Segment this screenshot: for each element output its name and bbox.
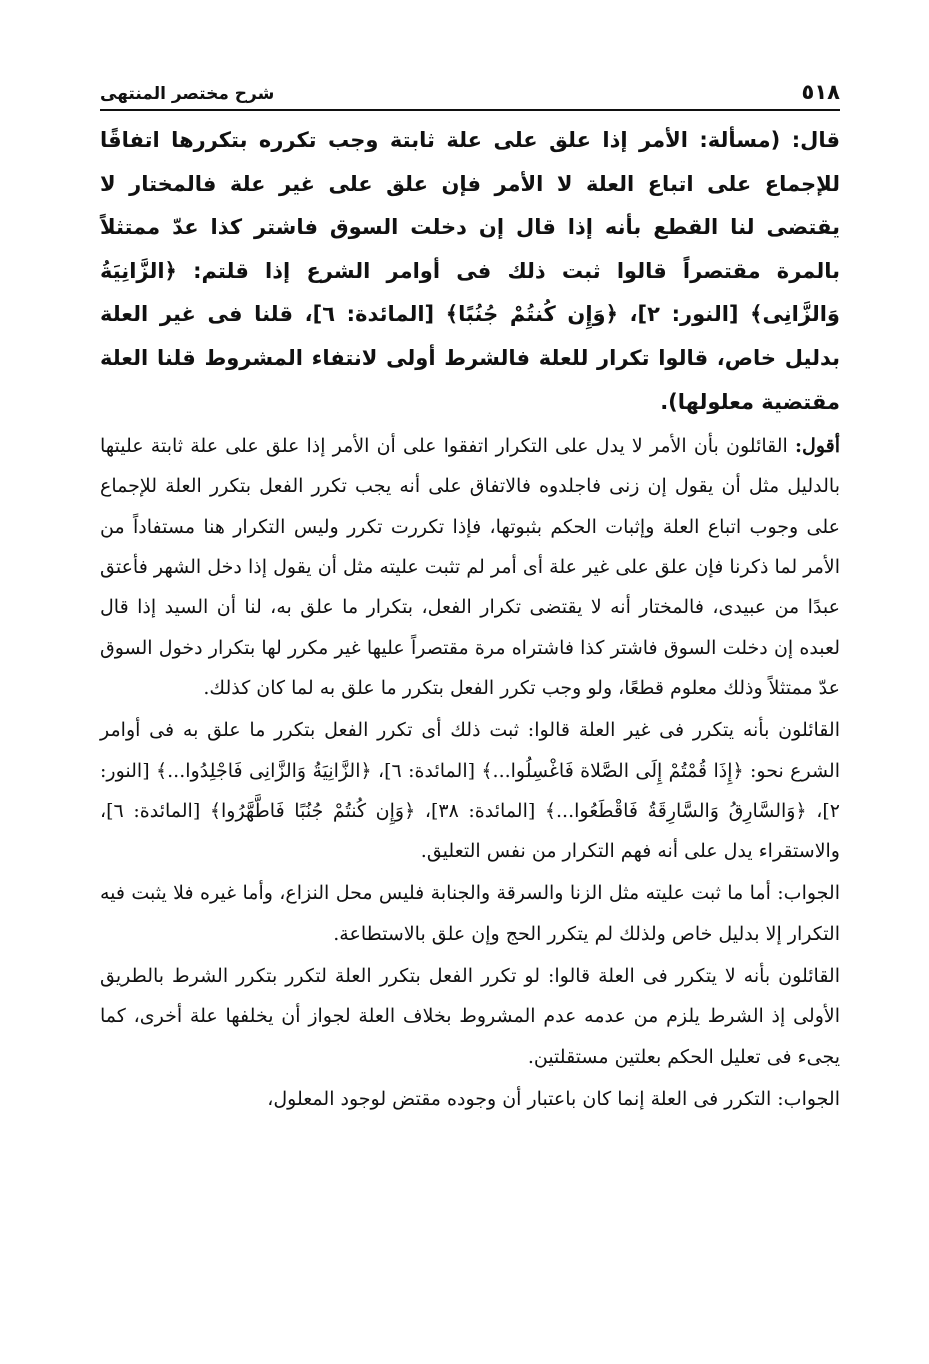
page-body <box>100 119 840 1119</box>
page-number: ٥١٨ <box>801 80 840 104</box>
paragraph-text: الجواب: أما ما ثبت عليته مثل الزنا والسرقة والجنابة فليس محل النزاع، وأما غيره فلا يثبت فيه التكرار إلا بدليل خاص ولذلك لم يتكرر الحج وإن علق بالاستطاعة. <box>100 882 840 945</box>
paragraph-text: القائلون بأنه لا يتكرر فى العلة قالوا: لو تكرر الفعل بتكرر العلة لتكرر بتكرر الشرط بالطريق الأولى إذ الشرط يلزم من عدمه عدم المشروط بخلاف العلة لجواز أن يخلفها علة أخرى، كما يجىء فى تعليل الحكم بعلتين مستقلتين. <box>100 965 840 1068</box>
running-head <box>100 70 840 104</box>
running-title: شرح مختصر المنتهى <box>100 84 275 104</box>
paragraph-text: قال: (مسألة: الأمر إذا علق على علة ثابتة وجب تكرره بتكررها اتفاقًا للإجماع على اتباع العلة لا الأمر فإن علق على غير علة فالمختار لا يقتضى لنا القطع بأنه إذا قال إن دخلت السوق فاشتر كذا عدّ ممتثلاً بالمرة مقتصراً قالوا ثبت ذلك فى أوامر الشرع إذا قلتم: ﴿الزَّانِيَةُ وَالزَّانِى﴾ [النور: ٢]، ﴿وَإِن كُنتُمْ جُنُبًا﴾ [المائدة: ٦]، قلنا فى غير العلة بدليل خاص، قالوا تكرار للعلة فالشرط أولى لانتفاء المشروط قلنا العلة مقتضية معلولها). <box>100 128 840 414</box>
paragraph-text: القائلون بأن الأمر لا يدل على التكرار اتفقوا على أن الأمر إذا علق على علة ثابتة عليتها بالدليل مثل أن يقول إن زنى فاجلدوه فالاتفاق على أنه يجب تكرر الفعل بتكرر العلة للإجماع على وجوب اتباع العلة وإثبات الحكم بثبوتها، فإذا تكررت تكرر وليس التكرار هنا مستفاداً من الأمر لما ذكرنا فإن علق على غير علة أى أمر لم تثبت عليته مثل أن يقول إذا دخل الشهر فأعتق عبدًا من عبيدى، فالمختار أنه لا يقتضى تكرار الفعل، بتكرار ما علق به، لنا أن السيد إذا قال لعبده إن دخلت السوق فاشتر كذا فاشتراه مرة مقتصراً عليها غير مكرر لها بتكرار دخول السوق عدّ ممتثلاً وذلك معلوم قطعًا، ولو وجب تكرر الفعل بتكرر ما علق به لما كان كذلك. <box>100 435 840 699</box>
book-page <box>100 70 840 1119</box>
paragraph-text: القائلون بأنه يتكرر فى غير العلة قالوا: ثبت ذلك أى تكرر الفعل بتكرر ما علق به فى أوامر الشرع نحو: ﴿إِذَا قُمْتُمْ إِلَى الصَّلاة فَاغْسِلُوا...﴾ [المائدة: ٦]، ﴿الزَّانِيَةُ وَالزَّانِى فَاجْلِدُوا...﴾ [النور: ٢]، ﴿وَالسَّارِقُ وَالسَّارِقَةُ فَاقْطَعُوا...﴾ [المائدة: ٣٨]، ﴿وَإِن كُنتُمْ جُنُبًا فَاطَّهَّرُوا﴾ [المائدة: ٦]، والاستقراء يدل على أنه فهم التكرار من نفس التعليق. <box>100 719 840 863</box>
paragraph-lead: أقول: <box>795 435 840 458</box>
commentary-paragraph <box>100 956 840 1077</box>
header-rule <box>100 109 840 111</box>
matn-paragraph <box>100 119 840 424</box>
commentary-paragraph <box>100 710 840 871</box>
commentary-paragraph <box>100 426 840 708</box>
paragraph-text: الجواب: التكرر فى العلة إنما كان باعتبار أن وجوده مقتض لوجود المعلول، <box>267 1087 840 1110</box>
commentary-paragraph <box>100 873 840 954</box>
commentary-paragraph <box>100 1079 840 1119</box>
